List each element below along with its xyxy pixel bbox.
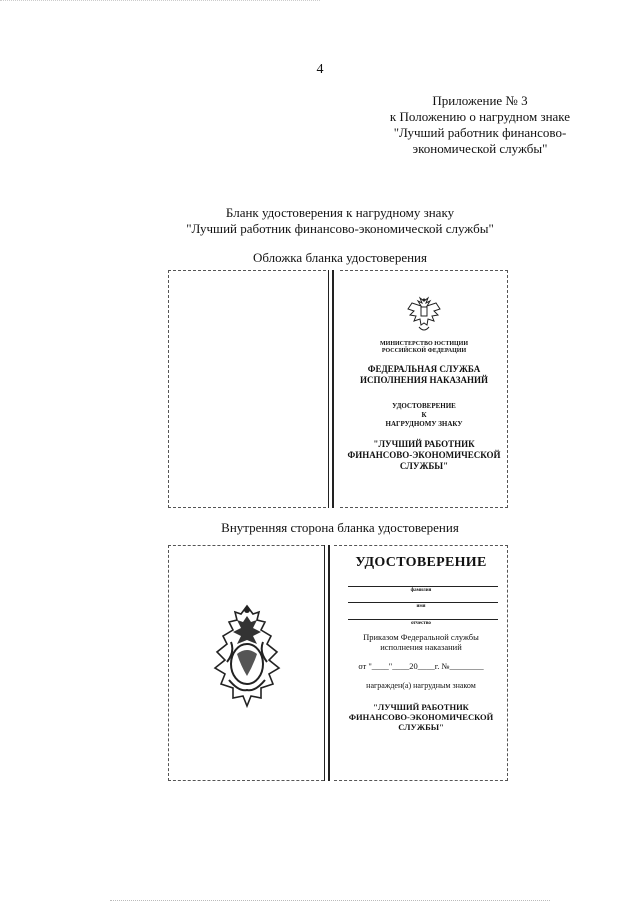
service-line-1: ФЕДЕРАЛЬНАЯ СЛУЖБА (367, 364, 481, 374)
inner-award-line-3: СЛУЖБЫ" (398, 722, 444, 732)
cert-line-1: УДОСТОВЕРЕНИЕ (392, 402, 456, 410)
inner-right-side (334, 545, 508, 781)
order-line-1: Приказом Федеральной службы (363, 632, 479, 642)
inner-award-name (334, 702, 508, 732)
cover-front-side (340, 270, 508, 508)
award-line-1: "ЛУЧШИЙ РАБОТНИК (373, 439, 475, 449)
appendix-line-3: "Лучший работник финансово- (393, 125, 567, 140)
appendix-line-4: экономической службы" (412, 141, 548, 156)
service-line-2: ИСПОЛНЕНИЯ НАКАЗАНИЙ (359, 375, 489, 385)
inner-award-line-1: "ЛУЧШИЙ РАБОТНИК (373, 702, 469, 712)
patronymic-line (348, 619, 498, 620)
inner-spine-line (324, 545, 325, 781)
award-line-3: СЛУЖБЫ" (399, 461, 449, 471)
ministry-name (340, 341, 508, 355)
ministry-line-2: РОССИЙСКОЙ ФЕДЕРАЦИИ (381, 348, 467, 354)
inner-blank (168, 545, 508, 781)
cover-spine-line (328, 270, 329, 508)
award-line-2: ФИНАНСОВО-ЭКОНОМИЧЕСКОЙ (347, 450, 501, 460)
inner-award-line-2: ФИНАНСОВО-ЭКОНОМИЧЕСКОЙ (348, 712, 494, 722)
appendix-header (330, 93, 630, 157)
penitentiary-emblem-icon (207, 602, 287, 714)
page-number: 4 (316, 62, 324, 77)
surname-line (348, 586, 498, 587)
scan-edge (0, 0, 320, 2)
ministry-line-1: МИНИСТЕРСТВО ЮСТИЦИИ (379, 341, 468, 347)
form-title-line-1: Бланк удостоверения к нагрудному знаку (225, 205, 455, 220)
order-text (334, 632, 508, 652)
certificate-caption (340, 402, 508, 429)
eagle-emblem-icon (406, 295, 442, 335)
inner-spine-line (328, 545, 330, 781)
cert-line-2: К (421, 411, 427, 419)
inner-section-title: Внутренняя сторона бланка удостоверения (221, 520, 459, 535)
inner-left-side (168, 545, 324, 781)
name-label: имя (416, 604, 426, 609)
form-title-line-2: "Лучший работник финансово-экономической службы" (186, 221, 494, 236)
scan-edge (110, 900, 550, 902)
cover-blank (168, 270, 508, 508)
surname-label: фамилия (410, 588, 432, 593)
awarded-text: награжден(а) нагрудным знаком (366, 681, 476, 690)
award-name (340, 439, 508, 472)
appendix-line-2: к Положению о нагрудном знаке (389, 109, 571, 124)
certificate-heading: УДОСТОВЕРЕНИЕ (355, 555, 487, 570)
cover-back-side (168, 270, 326, 508)
date-number-line: от "____"____20____г. №________ (358, 661, 484, 671)
name-line (348, 602, 498, 603)
order-line-2: исполнения наказаний (380, 642, 462, 652)
patronymic-label: отчество (411, 621, 431, 626)
service-name (340, 364, 508, 386)
form-title (0, 205, 640, 237)
cert-line-3: НАГРУДНОМУ ЗНАКУ (385, 420, 463, 428)
appendix-line-1: Приложение № 3 (432, 93, 528, 108)
cover-spine-line (332, 270, 334, 508)
cover-section-title: Обложка бланка удостоверения (252, 250, 427, 265)
